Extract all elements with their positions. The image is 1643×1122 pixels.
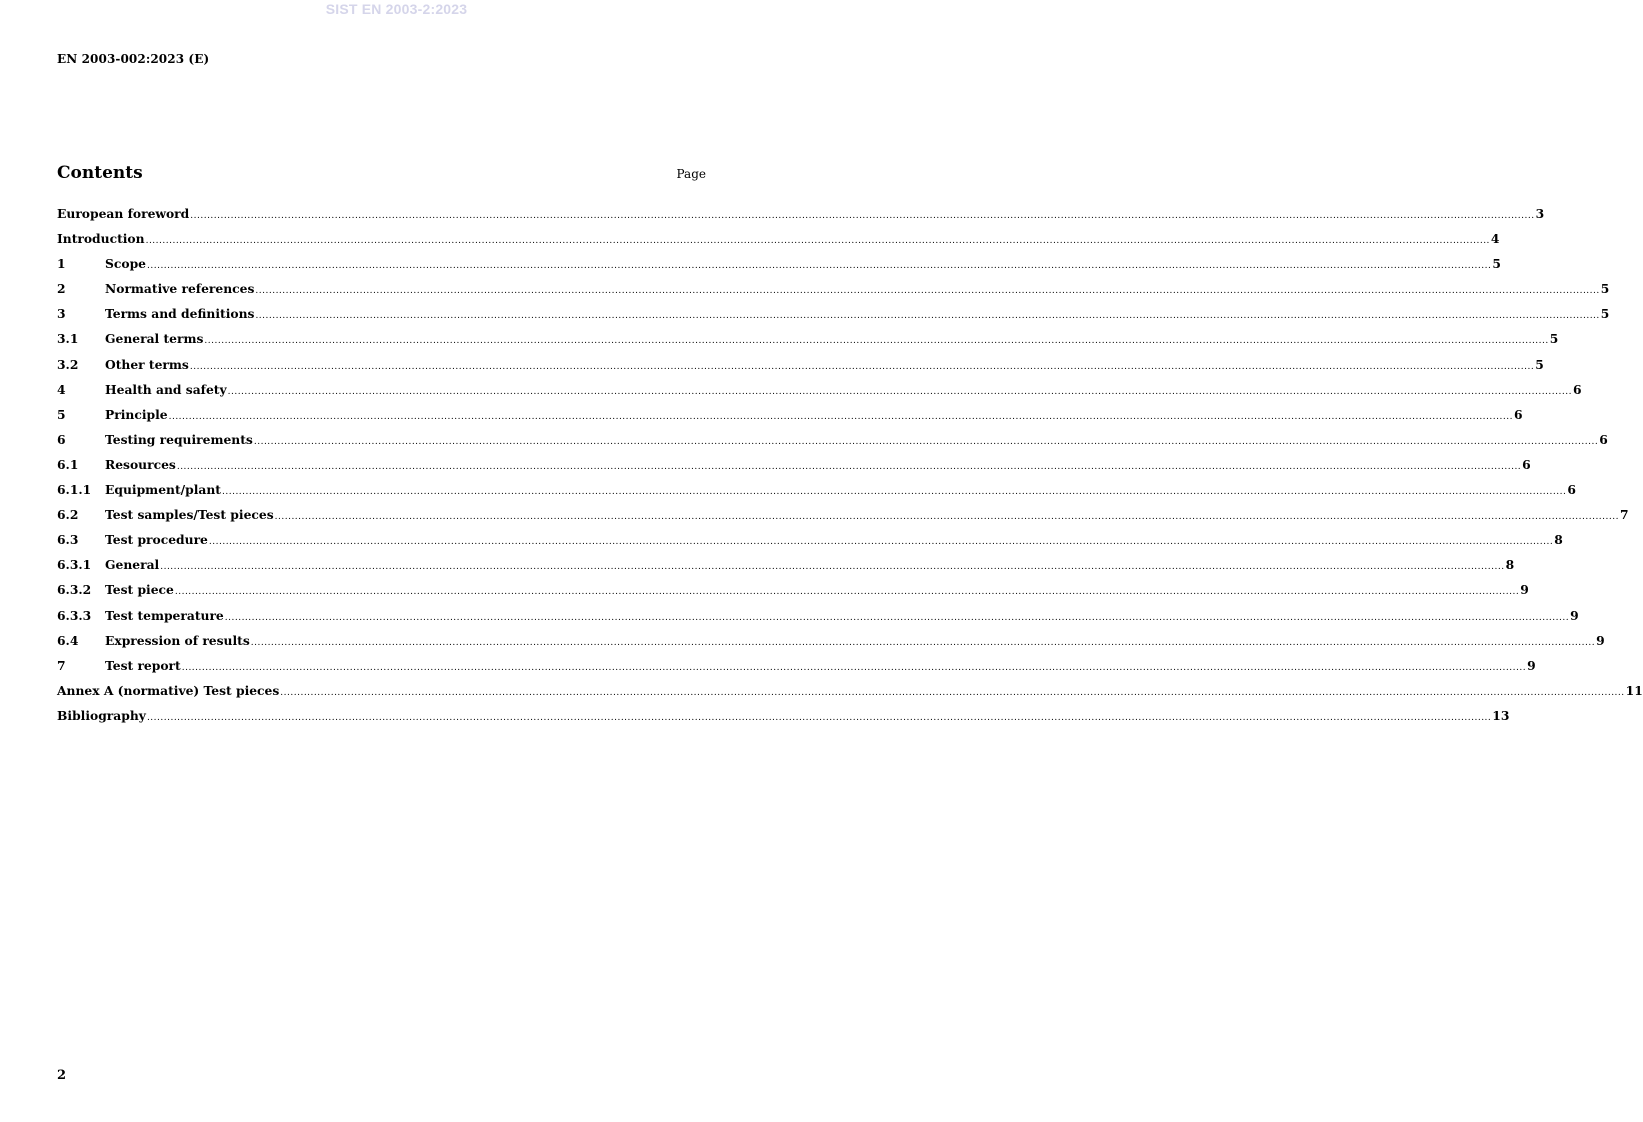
toc-entry[interactable]: [57, 301, 1610, 326]
toc-entry-title: Test temperature: [105, 607, 224, 623]
toc-entry-title: Terms and definitions: [105, 306, 255, 322]
toc-dot-leader: ................................................................................................................................................................................................................................................................................................................................................................................................................: [174, 587, 1520, 598]
toc-entry[interactable]: [57, 603, 1579, 628]
toc-entry-title: Resources: [105, 456, 176, 472]
table-of-contents: [57, 201, 1643, 728]
toc-dot-leader: ................................................................................................................................................................................................................................................................................................................................................................................................................: [222, 487, 1567, 498]
toc-dot-leader: ................................................................................................................................................................................................................................................................................................................................................................................................................: [274, 512, 1619, 523]
toc-entry-page: 9: [1520, 582, 1529, 598]
toc-dot-leader: ................................................................................................................................................................................................................................................................................................................................................................................................................: [176, 461, 1522, 472]
toc-dot-leader: ................................................................................................................................................................................................................................................................................................................................................................................................................: [224, 612, 1570, 623]
toc-entry-page: 9: [1596, 632, 1605, 648]
page-column-label: Page: [676, 167, 706, 181]
toc-dot-leader: ................................................................................................................................................................................................................................................................................................................................................................................................................: [190, 211, 1535, 221]
toc-entry[interactable]: [57, 653, 1536, 678]
toc-entry-page: 3: [1535, 206, 1545, 221]
toc-entry-number: 6.1.1: [57, 482, 92, 498]
toc-entry-page: 8: [1505, 557, 1515, 573]
toc-entry-title: Scope: [105, 256, 146, 272]
toc-entry-title: Normative references: [105, 281, 255, 297]
toc-entry-number: 2: [57, 281, 66, 297]
contents-title: Contents: [57, 163, 143, 183]
toc-entry-number: 6.3.3: [57, 607, 92, 623]
toc-entry-number: 6: [57, 431, 66, 447]
toc-entry[interactable]: [57, 703, 1510, 728]
toc-entry-title: Equipment/plant: [105, 482, 221, 498]
toc-entry-page: 5: [1535, 356, 1544, 372]
toc-dot-leader: ................................................................................................................................................................................................................................................................................................................................................................................................................: [181, 662, 1527, 673]
toc-dot-leader: ................................................................................................................................................................................................................................................................................................................................................................................................................: [250, 637, 1596, 648]
toc-entry-page: 4: [1490, 231, 1500, 247]
toc-entry-title: Health and safety: [105, 381, 227, 397]
toc-dot-leader: ................................................................................................................................................................................................................................................................................................................................................................................................................: [189, 361, 1535, 372]
toc-entry-number: 4: [57, 381, 66, 397]
toc-dot-leader: ................................................................................................................................................................................................................................................................................................................................................................................................................: [145, 236, 1490, 247]
toc-entry-title: Test procedure: [105, 532, 208, 548]
toc-dot-leader: ................................................................................................................................................................................................................................................................................................................................................................................................................: [255, 311, 1600, 322]
toc-entry-number: 5: [57, 406, 66, 422]
toc-entry-title: Introduction: [57, 231, 145, 247]
toc-dot-leader: ................................................................................................................................................................................................................................................................................................................................................................................................................: [168, 411, 1513, 422]
toc-entry[interactable]: [57, 251, 1501, 276]
toc-entry-number: 7: [57, 657, 66, 673]
toc-entry-number: 6.3: [57, 532, 79, 548]
watermark: SIST EN 2003-2:2023: [325, 1, 468, 17]
toc-entry-page: 5: [1600, 281, 1610, 297]
toc-entry-page: 8: [1554, 532, 1563, 548]
toc-entry[interactable]: [57, 276, 1610, 301]
toc-entry-page: 9: [1527, 657, 1536, 673]
toc-entry-page: 6: [1522, 456, 1531, 472]
toc-entry[interactable]: [57, 352, 1544, 377]
toc-entry-number: 6.1: [57, 456, 79, 472]
toc-entry-title: Testing requirements: [105, 431, 253, 447]
toc-entry-page: 5: [1492, 256, 1501, 272]
toc-entry-title: Test samples/Test pieces: [105, 507, 274, 523]
toc-entry[interactable]: [57, 326, 1559, 351]
toc-entry[interactable]: [57, 628, 1605, 653]
toc-entry-page: 11: [1625, 682, 1643, 698]
toc-entry[interactable]: [57, 452, 1531, 477]
toc-entry[interactable]: [57, 477, 1576, 502]
toc-entry-page: 6: [1513, 406, 1523, 422]
toc-entry-title: Expression of results: [105, 632, 250, 648]
toc-entry-page: 5: [1600, 306, 1610, 322]
toc-entry-title: Annex A (normative) Test pieces: [57, 682, 280, 698]
page-number: 2: [57, 1068, 67, 1083]
toc-entry-number: 3: [57, 306, 66, 322]
toc-dot-leader: ................................................................................................................................................................................................................................................................................................................................................................................................................: [146, 712, 1492, 723]
toc-dot-leader: ................................................................................................................................................................................................................................................................................................................................................................................................................: [204, 336, 1549, 347]
toc-entry-page: 6: [1599, 431, 1608, 447]
document-identifier: EN 2003-002:2023 (E): [57, 52, 210, 66]
toc-entry-title: Bibliography: [57, 707, 146, 723]
toc-entry[interactable]: [57, 552, 1515, 577]
toc-entry-title: Test piece: [105, 582, 174, 598]
toc-entry-number: 6.3.2: [57, 582, 92, 598]
toc-entry-title: Other terms: [105, 356, 189, 372]
toc-entry-page: 6: [1567, 482, 1576, 498]
toc-dot-leader: ................................................................................................................................................................................................................................................................................................................................................................................................................: [255, 286, 1600, 297]
toc-dot-leader: ................................................................................................................................................................................................................................................................................................................................................................................................................: [147, 261, 1492, 272]
toc-entry[interactable]: [57, 226, 1500, 251]
toc-entry-number: 3.2: [57, 356, 79, 372]
toc-entry[interactable]: [57, 577, 1529, 602]
toc-dot-leader: ................................................................................................................................................................................................................................................................................................................................................................................................................: [208, 537, 1554, 548]
toc-entry-number: 6.3.1: [57, 557, 92, 573]
toc-entry-page: 5: [1549, 331, 1559, 347]
toc-entry-page: 7: [1619, 507, 1629, 523]
toc-entry-title: General: [105, 557, 160, 573]
toc-entry-number: 3.1: [57, 331, 79, 347]
toc-dot-leader: ................................................................................................................................................................................................................................................................................................................................................................................................................: [227, 386, 1572, 397]
toc-entry-title: General terms: [105, 331, 204, 347]
contents-header: [57, 163, 706, 187]
toc-entry-title: European foreword: [57, 206, 190, 221]
toc-dot-leader: ................................................................................................................................................................................................................................................................................................................................................................................................................: [280, 687, 1625, 698]
toc-entry-number: 1: [57, 256, 66, 272]
toc-entry-page: 13: [1492, 707, 1510, 723]
toc-entry-title: Principle: [105, 406, 168, 422]
toc-entry[interactable]: [57, 201, 1545, 226]
toc-dot-leader: ................................................................................................................................................................................................................................................................................................................................................................................................................: [253, 436, 1599, 447]
toc-dot-leader: ................................................................................................................................................................................................................................................................................................................................................................................................................: [160, 562, 1505, 573]
toc-entry-number: 6.2: [57, 507, 79, 523]
toc-entry[interactable]: [57, 402, 1523, 427]
toc-entry-number: 6.4: [57, 632, 79, 648]
toc-entry[interactable]: [57, 527, 1563, 552]
toc-entry[interactable]: [57, 502, 1629, 527]
toc-entry-title: Test report: [105, 657, 181, 673]
toc-entry-page: 9: [1570, 607, 1579, 623]
toc-entry[interactable]: [57, 377, 1582, 402]
toc-entry[interactable]: [57, 678, 1643, 703]
toc-entry[interactable]: [57, 427, 1608, 452]
toc-entry-page: 6: [1572, 381, 1582, 397]
